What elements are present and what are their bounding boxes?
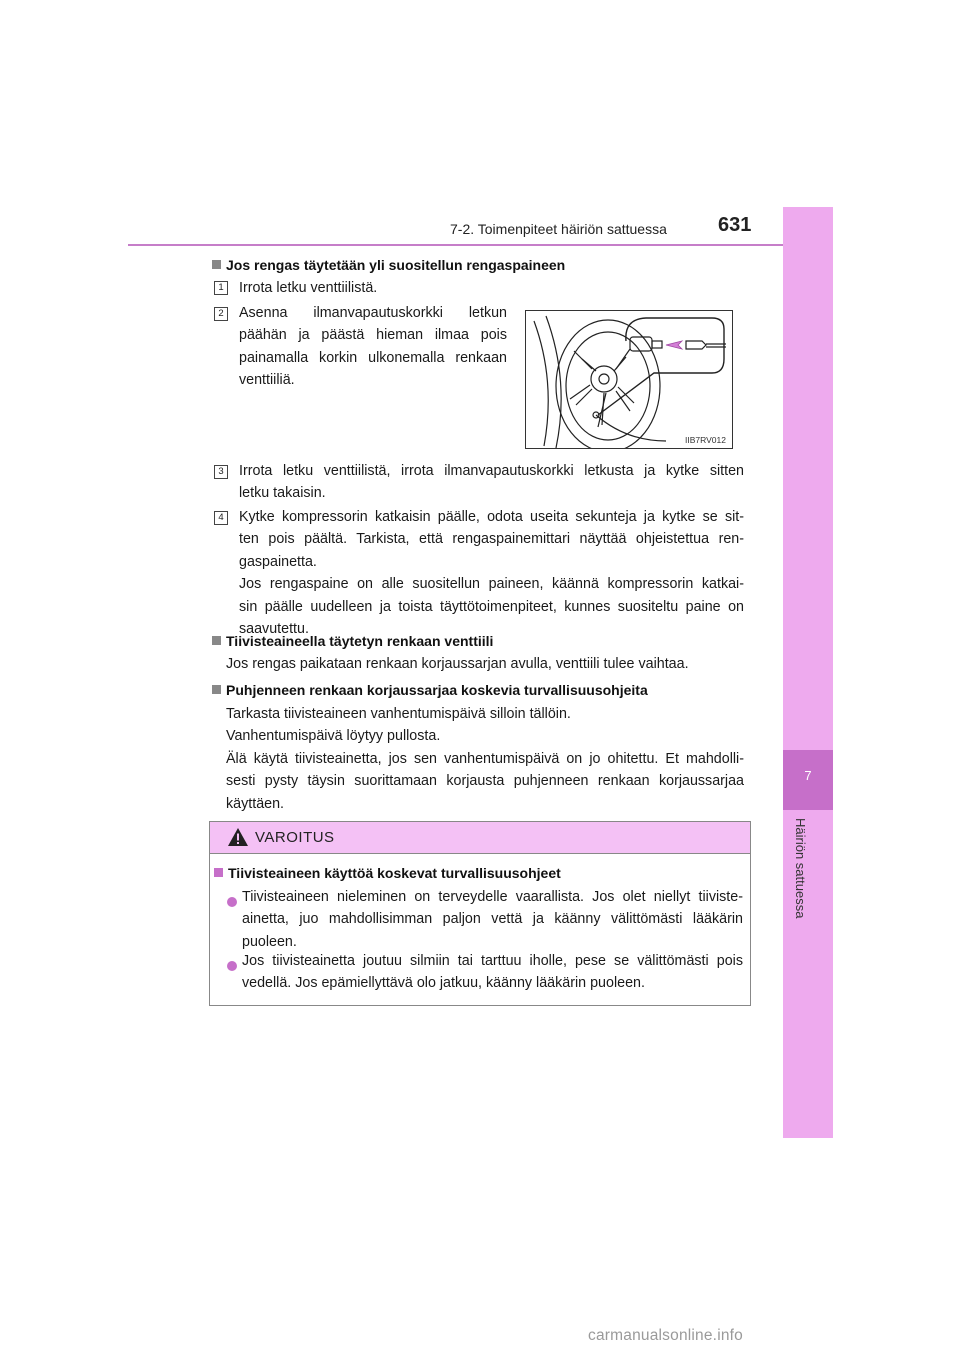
step-number-3: 3 — [214, 465, 228, 479]
section-title: 7-2. Toimenpiteet häiriön sattuessa — [450, 221, 667, 237]
step-number-4: 4 — [214, 511, 228, 525]
section-heading-overinflation: Jos rengas täytetään yli suositellun rengaspaineen — [212, 257, 565, 273]
figure-code: IIB7RV012 — [685, 435, 726, 445]
warning-heading: Tiivisteaineen käyttöä koskevat turvallisuusohjeet — [214, 865, 561, 881]
round-bullet-icon — [227, 897, 237, 907]
square-bullet-icon — [212, 685, 221, 694]
step-number-2: 2 — [214, 307, 228, 321]
step-4-text: Kytke kompressorin katkaisin päälle, odota useita sekunteja ja kytke se sit- ten pois päältä. Tarkista, että rengaspainemittari näyttää ohjeistettua ren- gaspainetta. Jos rengaspaine on alle suositellun paineen, käännä kompressorin katkai- sin päälle uudelleen ja toista täyttötoimenpiteet, kunnes suositeltu paine on saavutettu. — [239, 509, 744, 638]
square-bullet-icon — [212, 260, 221, 269]
warning-bullet-2: Jos tiivisteainetta joutuu silmiin tai tarttuu iholle, pese se välittömästi pois vedellä. Jos epämiellyttävä olo jatkuu, käänny lääkärin puoleen. — [242, 953, 743, 992]
step-1-text: Irrota letku venttiilistä. — [239, 280, 378, 296]
warning-bullet-1: Tiivisteaineen nieleminen on terveydelle vaarallista. Jos olet niellyt tiiviste- ainetta, juo mahdollisimman paljon vettä ja käänny välittömästi lääkärin puoleen. — [242, 889, 743, 950]
warning-triangle-icon — [227, 827, 249, 847]
warning-box — [209, 821, 751, 1006]
chapter-side-tab — [783, 207, 833, 1138]
round-bullet-icon — [227, 961, 237, 971]
square-bullet-icon — [214, 868, 223, 877]
step-3-text: Irrota letku venttiilistä, irrota ilmanvapautuskorkki letkusta ja kytke sitten letku takaisin. — [239, 463, 744, 502]
step-2-text: Asenna ilmanvapautuskorkki letkun päähän ja päästä hieman ilmaa pois painamalla korkin ulkonemalla renkaan venttiiliä. — [239, 305, 507, 389]
tire-wheel-drawing — [526, 311, 732, 448]
page-number: 631 — [718, 214, 752, 236]
step-number-1: 1 — [214, 281, 228, 295]
chapter-label: Häiriön sattuessa — [793, 818, 808, 919]
chapter-number: 7 — [804, 768, 812, 783]
tire-valve-illustration — [525, 310, 733, 449]
safety-text: Tarkasta tiivisteaineen vanhentumispäivä silloin tällöin. Vanhentumispäivä löytyy pullosta. Älä käytä tiivisteainetta, jos sen vanhentumispäivä on jo ohitettu. Et mahdolli- sesti pysty täysin suorittamaan korjausta puhjenneen renkaan korjaussarjaa käyttäen. — [226, 706, 744, 812]
section-heading-valve: Tiivisteaineella täytetyn renkaan venttiili — [212, 633, 493, 649]
watermark: carmanualsonline.info — [588, 1327, 743, 1344]
valve-text: Jos rengas paikataan renkaan korjaussarjan avulla, venttiili tulee vaihtaa. — [226, 656, 689, 672]
section-heading-safety: Puhjenneen renkaan korjaussarjaa koskevia turvallisuusohjeita — [212, 682, 648, 698]
header-divider — [128, 244, 833, 246]
warning-title: VAROITUS — [255, 829, 335, 846]
warning-header — [210, 822, 750, 854]
square-bullet-icon — [212, 636, 221, 645]
